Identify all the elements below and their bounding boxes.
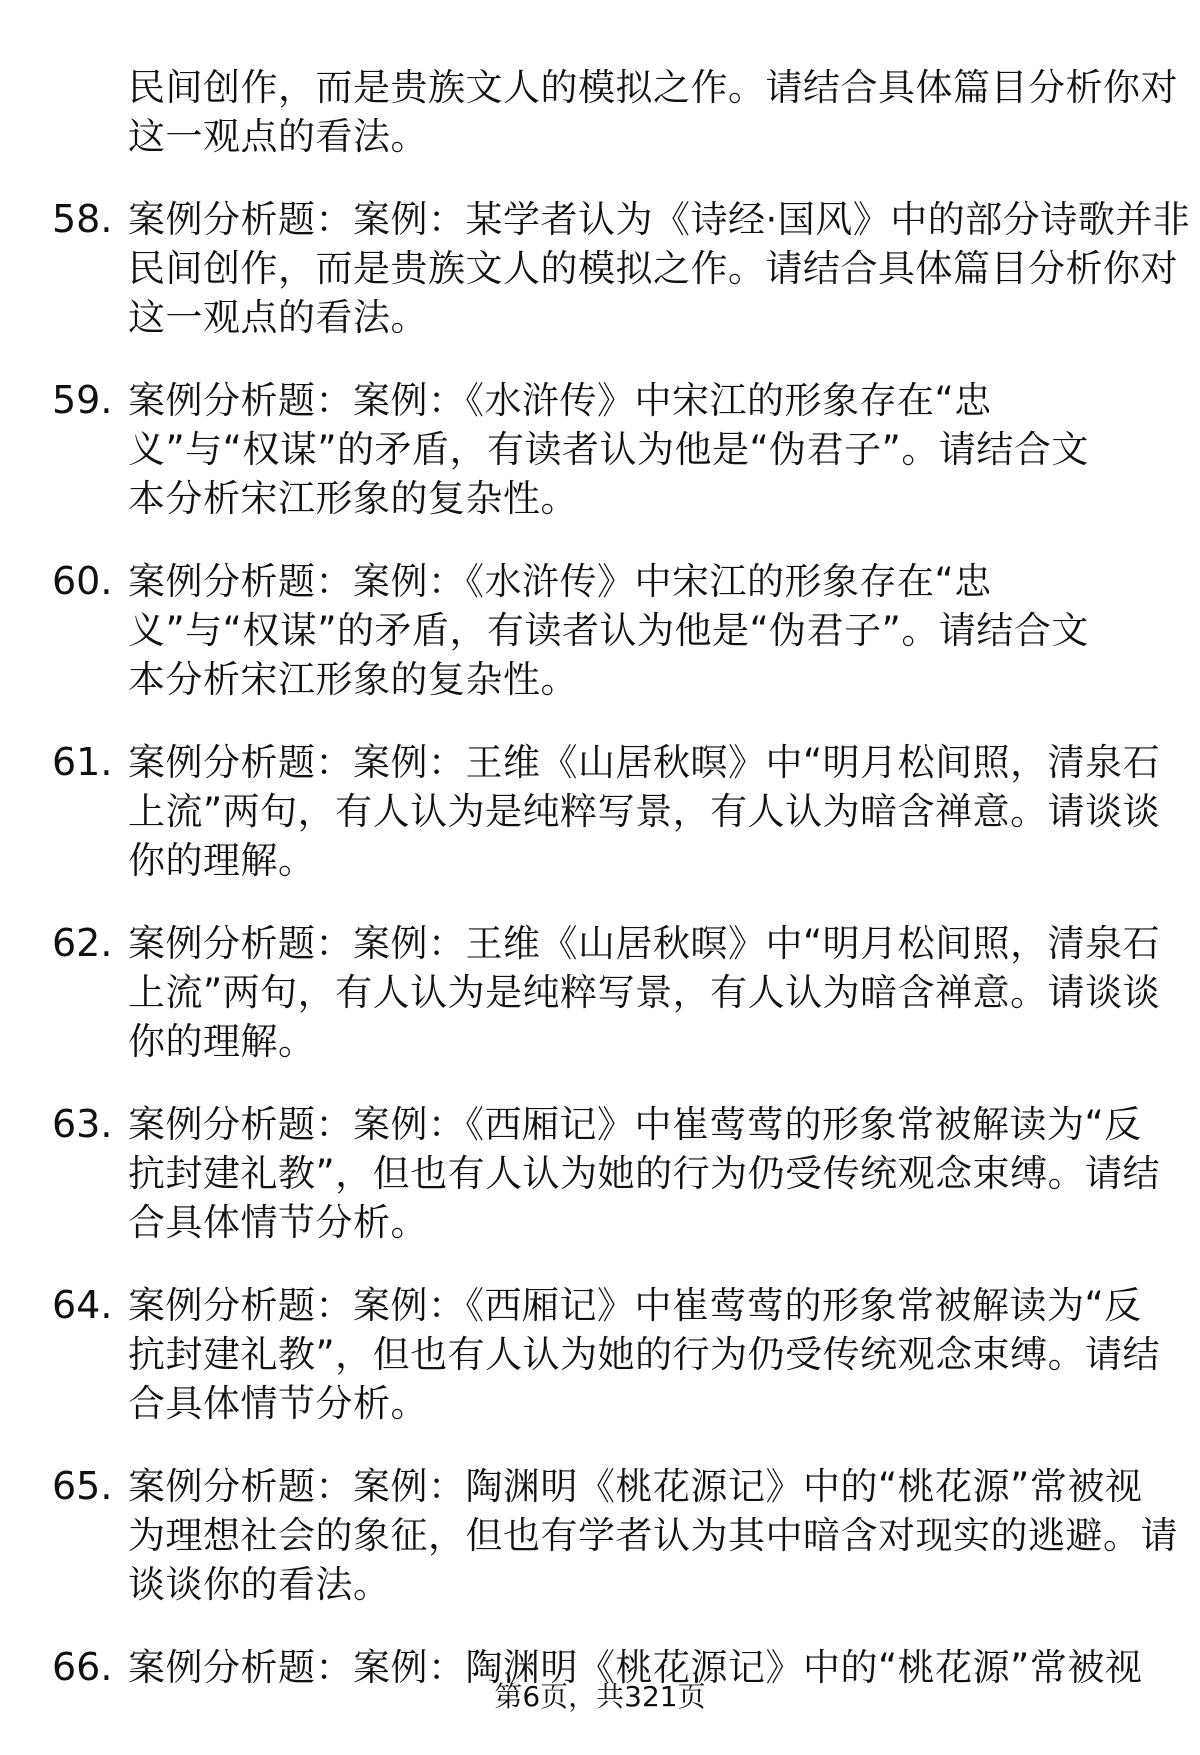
question-text-line: 民间创作，而是贵族文人的模拟之作。请结合具体篇目分析你对	[128, 247, 1178, 290]
question-text-line: 案例分析题：案例：《西厢记》中崔莺莺的形象常被解读为“反	[128, 1284, 1142, 1327]
question-text-line: 案例分析题：案例：《水浒传》中宋江的形象存在“忠	[128, 379, 992, 422]
question-number: 62.	[52, 921, 113, 965]
question-text-line: 案例分析题：案例：王维《山居秋暝》中“明月松间照，清泉石	[128, 741, 1161, 784]
question-text-line: 抗封建礼教”，但也有人认为她的行为仍受传统观念束缚。请结	[128, 1333, 1161, 1376]
question-number: 65.	[52, 1464, 113, 1508]
question-text-line: 这一观点的看法。	[128, 296, 428, 339]
question-text-line: 这一观点的看法。	[128, 115, 428, 158]
question-text-line: 本分析宋江形象的复杂性。	[128, 477, 578, 520]
question-text-line: 案例分析题：案例：《水浒传》中宋江的形象存在“忠	[128, 560, 992, 603]
question-number: 63.	[52, 1102, 113, 1146]
question-number: 59.	[52, 378, 113, 422]
question-text-line: 上流”两句，有人认为是纯粹写景，有人认为暗含禅意。请谈谈	[128, 790, 1161, 833]
question-item	[0, 195, 1200, 342]
question-number: 61.	[52, 740, 113, 784]
question-item	[0, 63, 1200, 161]
question-text-line: 你的理解。	[128, 839, 316, 882]
question-item	[0, 1462, 1200, 1609]
question-item	[0, 738, 1200, 885]
question-text-line: 义”与“权谋”的矛盾，有读者认为他是“伪君子”。请结合文	[128, 428, 1089, 471]
question-text-line: 案例分析题：案例：《西厢记》中崔莺莺的形象常被解读为“反	[128, 1103, 1142, 1146]
question-item	[0, 919, 1200, 1066]
question-text-line: 案例分析题：案例：陶渊明《桃花源记》中的“桃花源”常被视	[128, 1465, 1143, 1508]
question-text-line: 合具体情节分析。	[128, 1201, 428, 1244]
question-number: 66.	[52, 1645, 113, 1689]
question-number: 60.	[52, 559, 113, 603]
question-item	[0, 1281, 1200, 1428]
question-text-line: 案例分析题：案例：某学者认为《诗经·国风》中的部分诗歌并非	[128, 198, 1191, 241]
question-text-line: 谈谈你的看法。	[128, 1563, 391, 1606]
question-list	[0, 63, 1200, 1726]
question-text-line: 合具体情节分析。	[128, 1382, 428, 1425]
page-footer: 第6页，共321页	[494, 1680, 706, 1713]
question-text-line: 案例分析题：案例：王维《山居秋暝》中“明月松间照，清泉石	[128, 922, 1161, 965]
question-item	[0, 1100, 1200, 1247]
question-text-line: 为理想社会的象征，但也有学者认为其中暗含对现实的逃避。请	[128, 1514, 1178, 1557]
question-text-line: 案例分析题：案例：陶渊明《桃花源记》中的“桃花源”常被视	[128, 1646, 1143, 1689]
question-text-line: 你的理解。	[128, 1020, 316, 1063]
question-text-line: 上流”两句，有人认为是纯粹写景，有人认为暗含禅意。请谈谈	[128, 971, 1161, 1014]
question-text-line: 民间创作，而是贵族文人的模拟之作。请结合具体篇目分析你对	[128, 66, 1178, 109]
question-item	[0, 376, 1200, 523]
question-item	[0, 557, 1200, 704]
question-text-line: 抗封建礼教”，但也有人认为她的行为仍受传统观念束缚。请结	[128, 1152, 1161, 1195]
question-number: 58.	[52, 197, 113, 241]
question-text-line: 义”与“权谋”的矛盾，有读者认为他是“伪君子”。请结合文	[128, 609, 1089, 652]
question-number: 64.	[52, 1283, 113, 1327]
question-text-line: 本分析宋江形象的复杂性。	[128, 658, 578, 701]
